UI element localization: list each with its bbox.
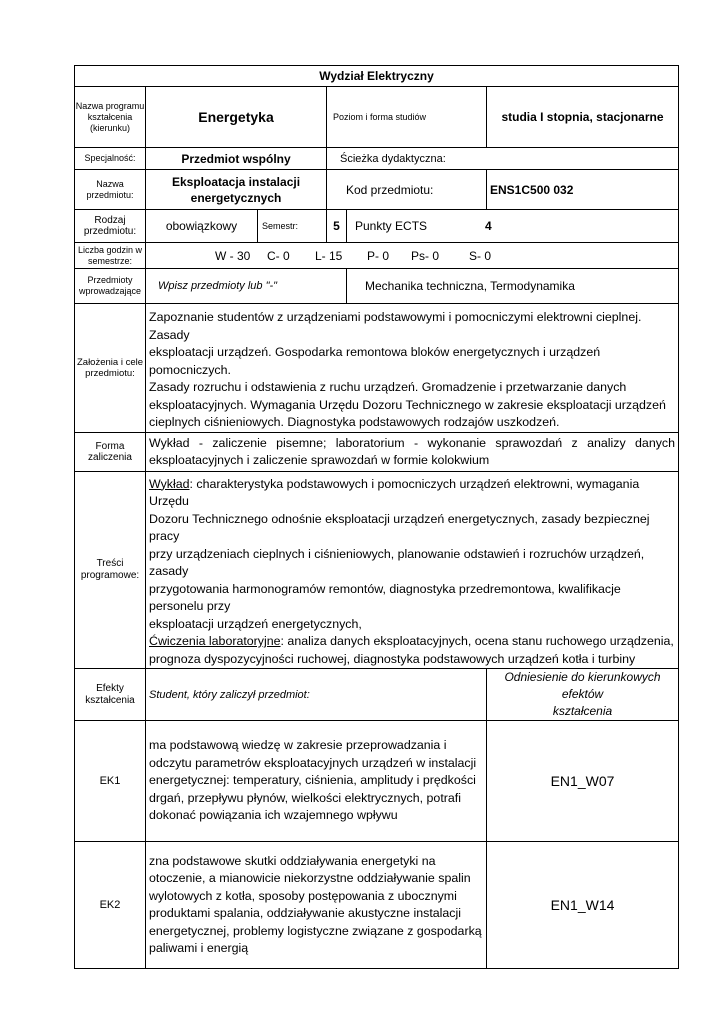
semester-value: 5 xyxy=(327,210,347,243)
lecture-line: Dozoru Technicznego odnośnie eksploatacji urządzeń energetycznych, zasady bezpiecznej pracy xyxy=(149,511,650,543)
specialty-label: Specjalność: xyxy=(75,148,146,170)
hours-c: C- 0 xyxy=(267,248,290,263)
path-label: Ścieżka dydaktyczna: xyxy=(327,148,679,170)
semester-label: Semestr: xyxy=(258,210,327,243)
assessment-text xyxy=(146,432,679,471)
lab-line: Ćwiczenia laboratoryjne: analiza danych eksploatacyjnych, ocena stanu ruchowego urządzenia, xyxy=(149,634,674,648)
code-label: Kod przedmiotu: xyxy=(327,170,487,210)
subject-label: Nazwa przedmiotu: xyxy=(75,170,146,210)
specialty-value: Przedmiot wspólny xyxy=(146,148,327,170)
ects-value: 4 xyxy=(485,219,492,233)
hours-l: L- 15 xyxy=(315,248,343,263)
ek2-line: energetycznej, problemy logistyczne związane z gospodarką xyxy=(149,923,482,938)
ek1-ref: EN1_W07 xyxy=(487,721,679,842)
faculty-title: Wydział Elektryczny xyxy=(75,66,679,87)
course-table xyxy=(74,65,679,969)
code-value: ENS1C500 032 xyxy=(487,170,679,210)
ek1-code: EK1 xyxy=(75,721,146,842)
ek1-line: drgań, przepływu płynów, wielkości elektrycznych, potrafi xyxy=(149,790,461,805)
content-label: Treści programowe: xyxy=(75,471,146,669)
subject-value xyxy=(146,170,327,210)
ek2-line: produktami spalania, oddziaływanie akustyczne instalacji xyxy=(149,906,461,920)
goals-line: eksploatacji urządzeń. Gospodarka remontowa bloków energetycznych i urządzeń pomocniczych. xyxy=(149,345,601,377)
level-value: studia I stopnia, stacjonarne xyxy=(487,87,679,148)
assessment-line: Wykład - zaliczenie pisemne; laboratorium - wykonanie sprawozdań z analizy danych xyxy=(149,435,675,450)
lecture-line: Wykład: charakterystyka podstawowych i pomocniczych urządzeń elektrowni, wymagania Urzędu xyxy=(149,476,640,508)
ek1-line: energetycznej: temperatury, ciśnienia, amplitudy i prędkości xyxy=(149,773,476,788)
hours-s: S- 0 xyxy=(469,248,492,263)
hours-ps: Ps- 0 xyxy=(411,248,440,263)
ek2-line: paliwami i energią xyxy=(149,941,249,955)
outcomes-student-header: Student, który zaliczył przedmiot: xyxy=(146,669,487,721)
prereq-hint: Wpisz przedmioty lub "-" xyxy=(146,269,347,304)
ects-cell xyxy=(347,210,679,243)
lecture-line: przy urządzeniach cieplnych i ciśnieniowych, planowanie odstawień i rozruchów urządzeń, zasady xyxy=(149,546,645,578)
assessment-label: Forma zaliczenia xyxy=(75,432,146,471)
hours-w: W - 30 xyxy=(215,248,251,263)
ek2-text xyxy=(146,842,487,969)
lecture-heading: Wykład xyxy=(149,476,190,491)
goals-line: Zapoznanie studentów z urządzeniami podstawowymi i pomocniczymi elektrowni cieplnej. Zasady xyxy=(149,310,642,342)
goals-line: eksploatacyjnych. Wymagania Urzędu Dozoru Technicznego w zakresie eksploatacji urządzeń xyxy=(149,397,666,412)
goals-line: Zasady rozruchu i odstawienia z ruchu urządzeń. Gromadzenie i przetwarzanie danych xyxy=(149,380,627,394)
lecture-line: eksploatacji urządzeń energetycznych, xyxy=(149,616,362,631)
lecture-line: przygotowania harmonogramów remontów, diagnostyka przedremontowa, kwalifikacje personelu przy xyxy=(149,581,621,613)
ek1-text xyxy=(146,721,487,842)
lab-heading: Ćwiczenia laboratoryjne xyxy=(149,634,281,648)
outcomes-ref-header: Odniesienie do kierunkowych efektów kształcenia xyxy=(487,669,679,721)
ek1-line: dokonać powiązania ich wzajemnego wpływu xyxy=(149,808,398,823)
ek2-ref: EN1_W14 xyxy=(487,842,679,969)
goals-line: cieplnych ciśnieniowych. Diagnostyka podstawowych rodzajów uszkodzeń. xyxy=(149,415,560,429)
ek2-line: otoczenie, a mianowicie niekorzystne oddziaływanie spalin xyxy=(149,871,471,885)
prereq-label: Przedmioty wprowadzające xyxy=(75,269,146,304)
ek1-line: odczytu parametrów eksploatacyjnych urządzeń w instalacji xyxy=(149,755,477,770)
program-label: Nazwa programu kształcenia (kierunku) xyxy=(75,87,146,148)
course-card xyxy=(74,65,678,969)
outcomes-label: Efekty kształcenia xyxy=(75,669,146,721)
content-text xyxy=(146,471,679,669)
ek2-code: EK2 xyxy=(75,842,146,969)
type-value: obowiązkowy xyxy=(146,210,258,243)
hours-p: P- 0 xyxy=(367,248,390,263)
subject-value-line1: Eksploatacja instalacji xyxy=(171,174,301,189)
prereq-value: Mechanika techniczna, Termodynamika xyxy=(347,269,679,304)
assessment-line: eksploatacyjnych i zaliczenie sprawozdań w formie kolokwium xyxy=(149,452,490,467)
level-label: Poziom i forma studiów xyxy=(327,87,487,148)
hours-list xyxy=(146,243,679,269)
program-value: Energetyka xyxy=(146,87,327,148)
ek2-line: wylotowych z kotła, sposoby postępowania z ubocznymi xyxy=(149,888,457,903)
ek2-line: zna podstawowe skutki oddziaływania energetyki na xyxy=(149,853,436,868)
ek1-line: ma podstawową wiedzę w zakresie przeprowadzania i xyxy=(149,738,447,753)
type-label: Rodzaj przedmiotu: xyxy=(75,210,146,243)
hours-label: Liczba godzin w semestrze: xyxy=(75,243,146,269)
subject-value-line2: energetycznych xyxy=(190,190,282,205)
goals-label: Założenia i cele przedmiotu: xyxy=(75,304,146,433)
ects-label: Punkty ECTS xyxy=(355,219,428,233)
lab-line: prognoza dyspozycyjności ruchowej, diagnostyka podstawowych urządzeń kotła i turbiny xyxy=(149,651,636,666)
goals-text xyxy=(146,304,679,433)
